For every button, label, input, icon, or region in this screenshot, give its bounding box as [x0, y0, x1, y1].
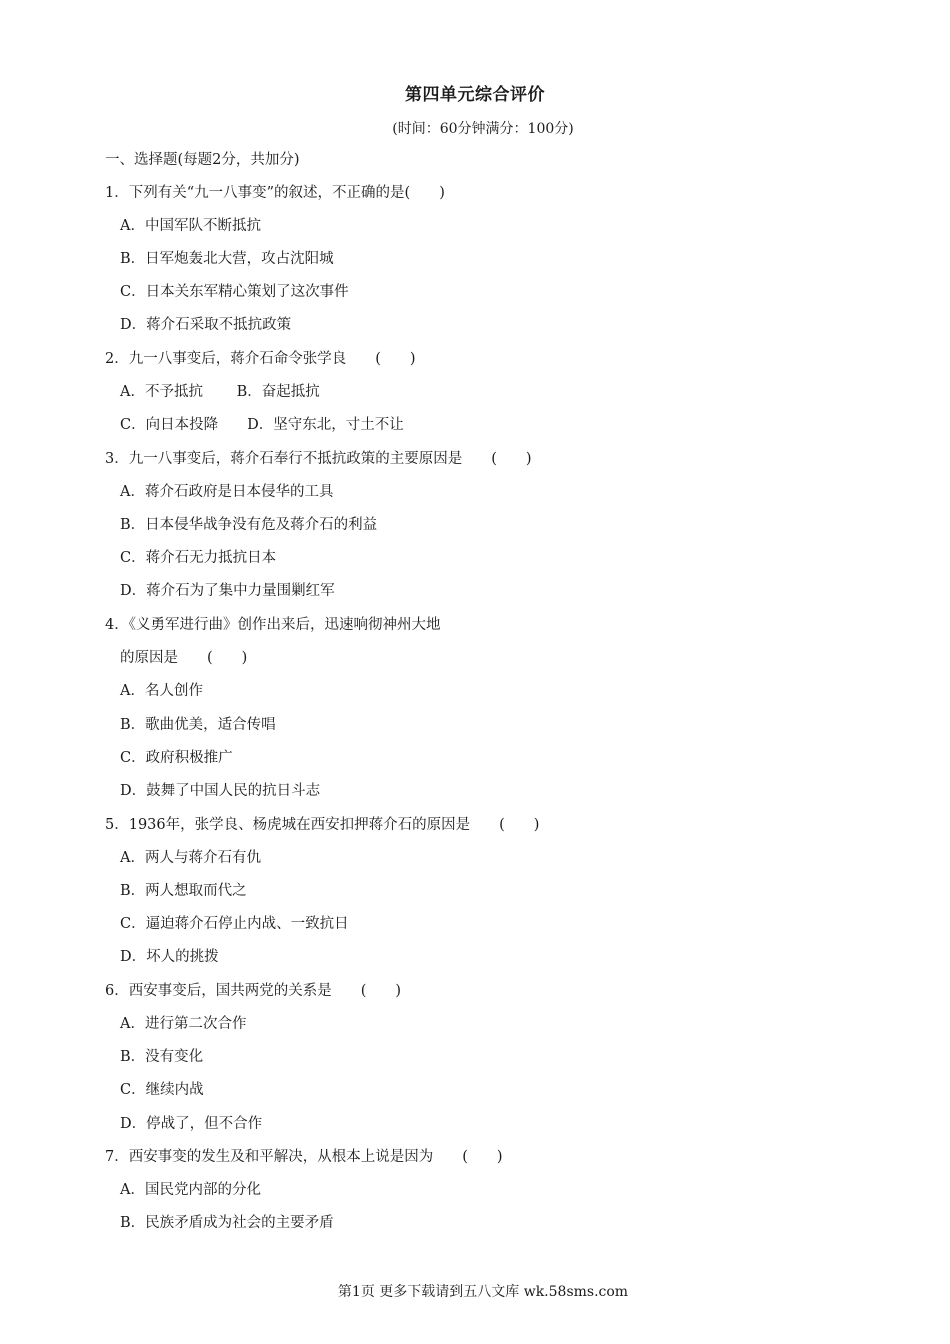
question-option: C．日本关东军精心策划了这次事件	[120, 284, 349, 300]
question-stem: 3．九一八事变后，蒋介石奉行不抵抗政策的主要原因是 ( )	[105, 451, 532, 467]
question-option: C．政府积极推广	[120, 750, 233, 766]
question-option: C．蒋介石无力抵抗日本	[120, 550, 277, 566]
question-option: D．坏人的挑拨	[120, 949, 219, 965]
question-stem: 1．下列有关“九一八事变”的叙述，不正确的是( )	[105, 185, 445, 201]
question-option: C．继续内战	[120, 1082, 204, 1098]
question-option: B．两人想取而代之	[120, 883, 247, 899]
question-stem: 6．西安事变后，国共两党的关系是 ( )	[105, 983, 402, 999]
question-option: B．没有变化	[120, 1049, 204, 1065]
question-option: C．逼迫蒋介石停止内战、一致抗日	[120, 916, 349, 932]
question-stem: 5．1936年，张学良、杨虎城在西安扣押蒋介石的原因是 ( )	[105, 817, 540, 833]
question-option: D．鼓舞了中国人民的抗日斗志	[120, 783, 321, 799]
question-stem: 7．西安事变的发生及和平解决，从根本上说是因为 ( )	[105, 1149, 503, 1165]
question-option: A．名人创作	[120, 683, 203, 699]
question-option: B．日本侵华战争没有危及蒋介石的利益	[120, 517, 378, 533]
question-option: B．歌曲优美，适合传唱	[120, 717, 276, 733]
question-option: D．蒋介石为了集中力量围剿红军	[120, 583, 335, 599]
question-stem-continued: 的原因是 ( )	[120, 650, 248, 666]
question-stem: 2．九一八事变后，蒋介石命令张学良 ( )	[105, 351, 416, 367]
question-option: C．向日本投降 D．坚守东北，寸土不让	[120, 417, 404, 433]
question-option: B．民族矛盾成为社会的主要矛盾	[120, 1215, 334, 1231]
question-option: A．进行第二次合作	[120, 1016, 247, 1032]
section-heading: 一、选择题(每题2分，共加分)	[105, 152, 300, 168]
question-option: A．蒋介石政府是日本侵华的工具	[120, 484, 334, 500]
question-option: B．日军炮轰北大营，攻占沈阳城	[120, 251, 334, 267]
question-option: A．两人与蒋介石有仇	[120, 850, 261, 866]
question-option: D．蒋介石采取不抵抗政策	[120, 317, 292, 333]
page-title: 第四单元综合评价	[405, 85, 545, 105]
exam-time-info: (时间：60分钟满分：100分)	[392, 121, 574, 137]
page-footer: 第1页 更多下载请到五八文库 wk.58sms.com	[337, 1284, 629, 1300]
question-stem: 4．《义勇军进行曲》创作出来后，迅速响彻神州大地	[105, 617, 441, 633]
question-option: A．国民党内部的分化	[120, 1182, 261, 1198]
question-option: A．中国军队不断抵抗	[120, 218, 261, 234]
question-option: D．停战了，但不合作	[120, 1116, 263, 1132]
question-option: A．不予抵抗 B．奋起抵抗	[120, 384, 320, 400]
